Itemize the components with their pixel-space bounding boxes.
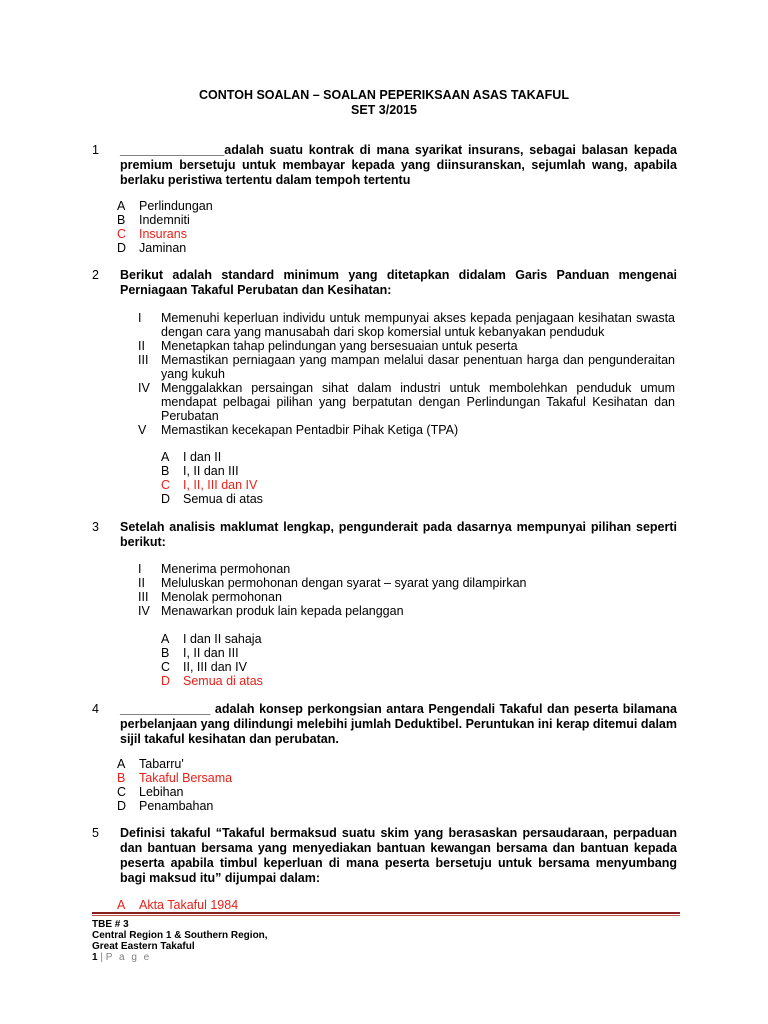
statement-i: I Menerima permohonan: [138, 562, 291, 576]
statement-iii: III Menolak permohonan: [138, 590, 282, 604]
page-number-line: [92, 952, 151, 963]
question-text: _____________ adalah konsep perkongsian antara Pengendali Takaful dan peserta bilamana perbelanjaan yang dilindungi melebihi jumlah Deduktibel. Peruntukan ini kerap ditemui dalam sijil takaful kesihatan dan perubatan.: [120, 702, 677, 746]
question-3-statements: [138, 562, 675, 618]
page-number: 1: [92, 952, 98, 963]
question-text: Berikut adalah standard minimum yang ditetapkan didalam Garis Panduan mengenai Perniagaan Takaful Perubatan dan Kesihatan:: [120, 268, 677, 297]
page-separator: |: [100, 952, 103, 963]
question-number: 3: [92, 520, 99, 534]
question-number: 1: [92, 143, 99, 157]
footer-line-3: Great Eastern Takaful: [92, 941, 195, 952]
statement-i: I Memenuhi keperluan individu untuk mempunyai akses kepada penjagaan kesihatan swasta dengan cara yang manusabah dari skop komersial untuk kebanyakan penduduk: [138, 311, 675, 339]
document-page: CONTOH SOALAN – SOALAN PEPERIKSAAN ASAS TAKAFUL SET 3/2015 1 _______________adalah suatu kontrak di mana syarikat insurans, sebagai balasan kepada premium bersetuju untuk membayar kepada yang diinsuranskan, sejumlah wang, apabila berlaku peristiwa tertentu dalam tempoh tertentu A Perlindungan B Indemniti C Insurans D Jaminan 2 Berikut adalah standard minimum yang ditetapkan didalam Garis Panduan mengenai Perniagaan Takaful Perubatan dan Kesihatan: I Memenuhi keperluan individu untuk mempunyai akses kepada penjagaan kesihatan swasta dengan cara yang manusabah dari skop komersial untuk kebanyakan penduduk II Menetapkan tahap pelindungan yang bersesuaian untuk peserta III Memastikan perniagaan yang mampan melalui dasar penentuan harga dan pengunderaitan yang kukuh IV Menggalakkan persaingan sihat dalam industri untuk membolehkan penduduk umum mendapat pelbagai pilihan yang berpatutan dengan Perlindungan Takaful Kesihatan dan Perubatan V Memastikan kecekapan Pentadbir Pihak Ketiga (TPA) A I dan II B I, II dan III C I, II, III dan IV D Semua di atas 3 Setelah analisis maklumat lengkap, pengunderait pada dasarnya mempunyai pilihan seperti berikut: I Menerima permohonan II Meluluskan permohonan dengan syarat – syarat yang dilampirkan III Menolak permohonan IV Menawarkan produk lain kepada pelanggan A I dan II sahaja B I, II dan III C II, III dan IV D Semua di atas 4 _____________ adalah konsep perkongsian antara Pengendali Takaful dan peserta bilamana perbelanjaan yang dilindungi melebihi jumlah Deduktibel. Peruntukan ini kerap ditemui dalam sijil takaful kesihatan dan perubatan. A Tabarru' B Takaful Bersama C Lebihan D Penambahan 5 Definisi takaful “Takaful bermaksud suatu skim yang berasaskan persaudaraan, perpaduan dan bantuan bersama yang menyediakan bantuan kewangan bersama dan bantuan kepada peserta apabila timbul keperluan di mana peserta bersetuju untuk bersama menyumbang bagi maksud itu” dijumpai dalam: A Akta Takaful 1984 TBE # 3 Central Region 1 & Southern Region, Great Eastern Takaful 1 | P a g e: [0, 0, 768, 1024]
question-2: [92, 268, 677, 298]
footer-rule: [92, 912, 680, 914]
question-number: 4: [92, 702, 99, 716]
statement-iv: IV Menggalakkan persaingan sihat dalam industri untuk membolehkan penduduk umum mendapat pelbagai pilihan yang berpatutan dengan Perlindungan Takaful Kesihatan dan Perubatan: [138, 381, 675, 423]
question-text: _______________adalah suatu kontrak di mana syarikat insurans, sebagai balasan kepada premium bersetuju untuk membayar kepada yang diinsuranskan, sejumlah wang, apabila berlaku peristiwa tertentu dalam tempoh tertentu: [120, 143, 677, 187]
question-1: [92, 143, 677, 188]
statement-ii: II Menetapkan tahap pelindungan yang bersesuaian untuk peserta: [138, 339, 518, 353]
document-set: SET 3/2015: [350, 103, 417, 117]
page-label: P a g e: [105, 952, 152, 963]
statement-iii: III Memastikan perniagaan yang mampan melalui dasar penentuan harga dan pengunderaitan yang kukuh: [138, 353, 675, 381]
question-text: Setelah analisis maklumat lengkap, pengunderait pada dasarnya mempunyai pilihan seperti berikut:: [120, 520, 677, 549]
question-number: 2: [92, 268, 99, 282]
statement-ii: II Meluluskan permohonan dengan syarat – syarat yang dilampirkan: [138, 576, 527, 590]
question-4: [92, 702, 677, 747]
document-title: CONTOH SOALAN – SOALAN PEPERIKSAAN ASAS TAKAFUL: [199, 88, 569, 102]
statement-iv: IV Menawarkan produk lain kepada pelanggan: [138, 604, 404, 618]
statement-v: V Memastikan kecekapan Pentadbir Pihak Ketiga (TPA): [138, 423, 459, 437]
question-number: 5: [92, 826, 99, 840]
footer-line-2: Central Region 1 & Southern Region,: [92, 930, 268, 941]
question-2-statements: [138, 311, 675, 437]
question-text: Definisi takaful “Takaful bermaksud suatu skim yang berasaskan persaudaraan, perpaduan dan bantuan bersama yang menyediakan bantuan kewangan bersama dan bantuan kepada peserta apabila timbul keperluan di mana peserta bersetuju untuk bersama menyumbang bagi maksud itu” dijumpai dalam:: [120, 826, 677, 885]
footer-rule-thin: [92, 915, 680, 916]
footer-line-1: TBE # 3: [92, 919, 129, 930]
question-5: [92, 826, 677, 886]
question-3: [92, 520, 677, 550]
